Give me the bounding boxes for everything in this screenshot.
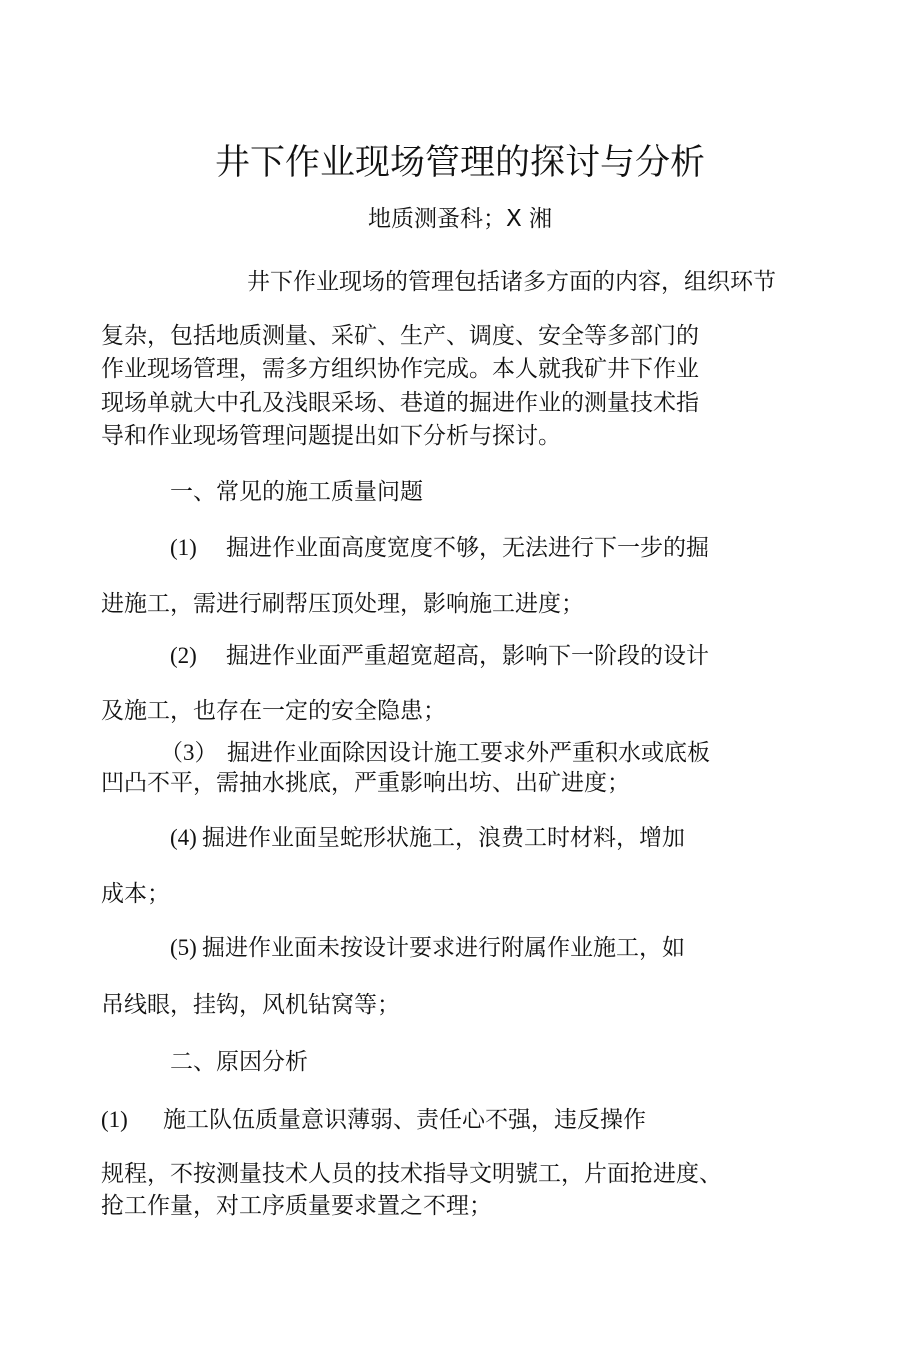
item-line: 及施工，也存在一定的安全隐患；	[101, 698, 446, 724]
item-number: (4)	[170, 825, 197, 850]
item-line: 掘进作业面除因设计施工要求外严重积水或底板	[227, 740, 710, 766]
intro-line: 井下作业现场的管理包括诸多方面的内容，组织环节	[247, 269, 776, 295]
item-line: 掘进作业面高度宽度不够，无法进行下一步的掘	[226, 535, 709, 561]
item-number: （3）	[160, 740, 218, 765]
item-number: (1)	[170, 535, 197, 560]
item-number: (5)	[170, 935, 197, 960]
item-number: (1)	[101, 1107, 128, 1132]
item-line: 掘进作业面呈蛇形状施工，浪费工时材料，增加	[202, 825, 685, 851]
item-number: (2)	[170, 643, 197, 668]
intro-line: 作业现场管理，需多方组织协作完成。本人就我矿井下作业	[101, 356, 699, 382]
item-line: 施工队伍质量意识薄弱、责任心不强，违反操作	[163, 1107, 646, 1133]
item-line: 凹凸不平，需抽水挑底，严重影响出坊、出矿进度；	[101, 770, 630, 796]
section-heading: 二、原因分析	[170, 1049, 308, 1075]
item-line: 进施工，需进行刷帮压顶处理，影响施工进度；	[101, 591, 584, 617]
section-heading: 一、常见的施工质量问题	[170, 479, 423, 505]
document-title: 井下作业现场管理的探讨与分析	[214, 143, 705, 183]
item-line: 规程，不按测量技术人员的技术指导文明號工，片面抢进度、	[101, 1161, 722, 1187]
item-line: 抢工作量，对工序质量要求置之不理；	[101, 1193, 492, 1219]
item-line: 吊线眼，挂钩，风机钻窝等；	[101, 992, 400, 1018]
item-line: 成本；	[101, 881, 170, 907]
author-line: 地质测蚤科；X 湘	[367, 206, 553, 232]
intro-line: 导和作业现场管理问题提出如下分析与探讨。	[101, 423, 561, 449]
intro-line: 现场单就大中孔及浅眼采场、巷道的掘进作业的测量技术指	[101, 390, 699, 416]
item-line: 掘进作业面未按设计要求进行附属作业施工，如	[202, 935, 685, 961]
intro-line: 复杂，包括地质测量、采矿、生产、调度、安全等多部门的	[101, 323, 699, 349]
item-line: 掘进作业面严重超宽超高，影响下一阶段的设计	[226, 643, 709, 669]
